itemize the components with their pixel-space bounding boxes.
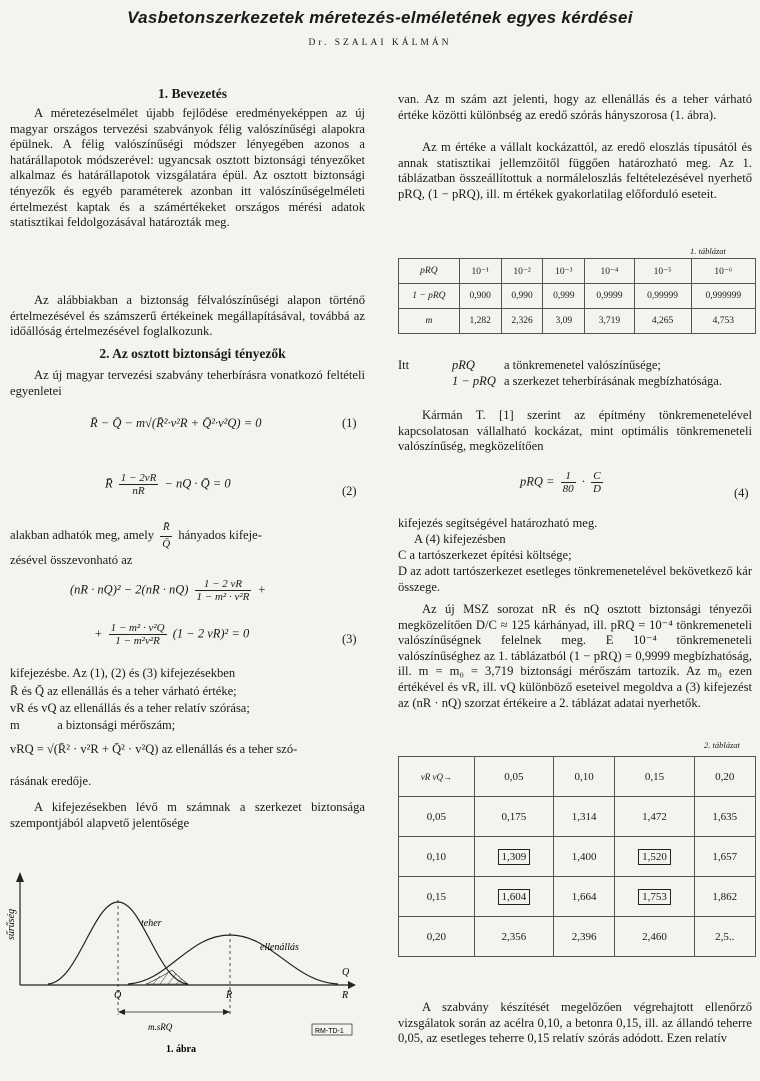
itt-label: Itt	[398, 358, 410, 372]
table-cell: 0,05	[474, 757, 553, 797]
table-row	[399, 877, 756, 917]
table-cell: 4,753	[691, 309, 755, 334]
table-cell	[474, 837, 553, 877]
y-axis-arrow	[16, 872, 24, 882]
table-cell: 1,400	[553, 837, 614, 877]
definition-2: vR és vQ az ellenállás és a teher relatív szórása;	[10, 701, 250, 715]
table-1-caption: 1. táblázat	[690, 246, 726, 256]
table-cell: vR vQ→	[399, 757, 475, 797]
table-cell: 0,175	[474, 797, 553, 837]
table-cell: 10⁻²	[501, 259, 543, 284]
right-paragraph-2: Az m értéke a vállalt kockázattól, az eredő eloszlás típusától és annak statisztikai jellemzőitől függően határozható meg. Az 1. táblázatban összeállítottuk a normáleloszlás feltételezésével nyerhető pRQ, (1 − pRQ), ill. m értékek gyakorlatilag előforduló eseteit.	[398, 140, 752, 201]
table-cell: 0,15	[615, 757, 694, 797]
mark-r: R̄	[226, 990, 233, 1001]
section-1-heading: 1. Bevezetés	[158, 86, 227, 101]
distance-label: m.sRQ	[148, 1022, 173, 1032]
table-cell: 0,990	[501, 284, 543, 309]
table-2-caption: 2. táblázat	[704, 740, 740, 750]
itt-text-2: a szerkezet teherbírásának megbízhatósága.	[504, 374, 722, 388]
intro-paragraph-2: Az alábbiakban a biztonság félvalószínűségi alapon történő értelmezésével és számszerű értékeinek megállapításával, továbbá az időállóság értelmezésével foglalkozunk.	[10, 293, 365, 339]
table-cell: 1,472	[615, 797, 694, 837]
definition-3: m a biztonsági mérőszám;	[10, 718, 176, 732]
equation-1-number: (1)	[342, 416, 357, 430]
table-cell: 10⁻⁴	[585, 259, 634, 284]
definition-1: R̄ és Q̄ az ellenállás és a teher várható értéke;	[10, 684, 237, 698]
table-2	[398, 756, 756, 957]
figure-1	[8, 840, 364, 1055]
table-cell: 2,460	[615, 917, 694, 957]
equation-3-number: (3)	[342, 632, 357, 646]
table-cell: 2,396	[553, 917, 614, 957]
table-cell	[615, 837, 694, 877]
table-cell: 0,900	[459, 284, 501, 309]
section-2-heading: 2. Az osztott biztonsági tényezők	[99, 346, 286, 361]
m-paragraph: A kifejezésekben lévő m számnak a szerkezet biztonsága szempontjából alapvető jelentősége	[10, 800, 365, 830]
table-cell: 1,635	[694, 797, 755, 837]
equation-2: R̄ $\frac{1 - 2vR}{nR}$ − nQ · Q̄ = 0	[105, 472, 231, 497]
table-cell: 0,10	[399, 837, 475, 877]
table-cell: 0,999999	[691, 284, 755, 309]
author: Dr. SZALAI KÁLMÁN	[308, 38, 452, 48]
x-label-r: R	[342, 990, 349, 1001]
table-cell: 1,862	[694, 877, 755, 917]
table-cell: pRQ	[399, 259, 460, 284]
definition-4-cont: rásának eredője.	[10, 774, 92, 788]
table-row	[399, 837, 756, 877]
x-axis-arrow	[348, 981, 356, 989]
stamp-text: RM-TD-1	[315, 1028, 344, 1035]
table-row	[399, 797, 756, 837]
section-2-paragraph: Az új magyar tervezési szabvány teherbírásra vonatkozó feltételi egyenletei	[10, 368, 365, 398]
curve-ellenallas-label: ellenállás	[260, 942, 299, 953]
table-row	[399, 309, 756, 334]
table-cell: 2,5..	[694, 917, 755, 957]
definitions-intro: kifejezésbe. Az (1), (2) és (3) kifejezésekben	[10, 666, 236, 680]
equation-4-number: (4)	[734, 486, 749, 500]
right-paragraph-3: Kármán T. [1] szerint az építmény tönkremenetelével kapcsolatosan vállalható kockázat, mint optimális tönkremeneteli valószínűség, megközelítően	[398, 408, 752, 454]
itt-symbol-2: 1 − pRQ	[452, 374, 496, 388]
table-row	[399, 259, 756, 284]
table-cell: 0,05	[399, 797, 475, 837]
right-paragraph-1: van. Az m szám azt jelenti, hogy az ellenállás és a teher várható értéke közötti különbség az eredő szórás hányszorosa (1. ábra).	[398, 92, 752, 122]
right-paragraph-4: kifejezés segítségével határozható meg.	[398, 516, 598, 530]
boxed-value: 1,604	[498, 889, 531, 905]
boxed-value: 1,309	[498, 849, 531, 865]
table-cell: 10⁻⁵	[634, 259, 691, 284]
table-cell: 1 − pRQ	[399, 284, 460, 309]
boxed-value: 1,520	[638, 849, 671, 865]
equation-2-number: (2)	[342, 484, 357, 498]
table-row	[399, 284, 756, 309]
table-cell: 0,15	[399, 877, 475, 917]
table-cell	[615, 877, 694, 917]
table-cell: 3,719	[585, 309, 634, 334]
intro-paragraph-1: A méretezéselmélet újabb fejlődése eredményeképpen az új magyar országos tervezési szabványok félig valószínűségi alapokra épülnek. A félig valószínűségi módszer lényegében azonos a határállapotok módszerével: ugyancsak osztott biztonsági tényezőket alkalmaz és határállapotok vizsgálatára épül. Az osztott biztonsági tényezők és egyéb paraméterek azonban itt valószínűségelméleti értelmezést kaptak és a számértékeket országos mérési adatok statisztikai feldolgozásával határozták meg.	[10, 106, 365, 230]
table-cell: 2,326	[501, 309, 543, 334]
mark-q: Q̄	[114, 990, 122, 1001]
table-cell: 0,9999	[585, 284, 634, 309]
table-row	[399, 917, 756, 957]
equation-3a: (nR · nQ)² − 2(nR · nQ) $\frac{1 - 2 vR}{\text{1 − m² · v²R}}$ +	[70, 578, 266, 603]
article-title: Vasbetonszerkezetek méretezés-elméletének egyes kérdései	[127, 8, 633, 27]
x-label-q: Q	[342, 967, 350, 978]
boxed-value: 1,753	[638, 889, 671, 905]
table-cell: 10⁻³	[543, 259, 585, 284]
list-item-3: D az adott tartószerkezet esetleges tönkremenetelével bekövetkező kár összege.	[398, 564, 752, 594]
table-1	[398, 258, 756, 334]
table-row	[399, 757, 756, 797]
table-cell: 1,282	[459, 309, 501, 334]
table-cell: m	[399, 309, 460, 334]
table-cell: 4,265	[634, 309, 691, 334]
table-cell: 0,20	[694, 757, 755, 797]
table-cell: 2,356	[474, 917, 553, 957]
table-cell: 1,664	[553, 877, 614, 917]
curve-teher-label: teher	[141, 918, 162, 929]
ratio-sentence: alakban adhatók meg, amely $\frac{R̄}{Q̄}$ hányados kifeje-	[10, 521, 262, 550]
equation-4: pRQ = $\frac{1}{80}$ · $\frac{C}{D}$	[520, 470, 601, 495]
table-cell: 0,10	[553, 757, 614, 797]
equation-1: R̄ − Q̄ − m√(R̄²·v²R + Q̄²·v²Q) = 0	[90, 416, 262, 430]
ratio-sentence-cont: zésével összevonható az	[10, 553, 133, 567]
table-cell: 1,657	[694, 837, 755, 877]
definition-4: vRQ = √(R̄² · v²R + Q̄² · v²Q) az ellenállás és a teher szó-	[10, 742, 298, 756]
table-cell: 0,999	[543, 284, 585, 309]
itt-text-1: a tönkremenetel valószínűsége;	[504, 358, 661, 372]
itt-symbol-1: pRQ	[452, 358, 475, 372]
right-paragraph-5: Az új MSZ sorozat nR és nQ osztott biztonsági tényezői megközelítően D/C ≈ 125 kárhányad, ill. pRQ = 10⁻⁴ tönkremeneteli valószínűségnek felelnek meg. E 10⁻⁴ tönkremeneteli valószínűséghez az 1. táblázatból (1 − pRQ) = 0,9999 megbízhatóság, ill. m = m₀ = 3,719 biztonsági mérőszám tartozik. Az m₀ ezen értékével és vR, ill. vQ különböző eseteivel megoldva a (3) kifejezést az (nR · nQ) szorzat értékeire a 2. táblázat adatai nyerhetők.	[398, 602, 752, 710]
equation-3b: + $\frac{\text{1 − m² · v²Q}}{\text{1 − m²v²R}}$ (1 − 2 vR)² = 0	[94, 622, 250, 647]
table-cell: 10⁻¹	[459, 259, 501, 284]
list-item-1: A (4) kifejezésben	[414, 532, 506, 546]
table-cell	[474, 877, 553, 917]
right-paragraph-6: A szabvány készítését megelőzően végrehajtott ellenőrző vizsgálatok során az acélra 0,10, a betonra 0,15, ill. az állandó teherre 0,05, az esetleges teherre 0,15 relatív szórás adódott. Ezen relatív	[398, 1000, 752, 1046]
y-label: sűrűség	[6, 908, 17, 940]
table-cell: 0,99999	[634, 284, 691, 309]
table-cell: 1,314	[553, 797, 614, 837]
list-item-2: C a tartószerkezet építési költsége;	[398, 548, 572, 562]
figure-caption: 1. ábra	[166, 1044, 196, 1055]
table-cell: 10⁻⁶	[691, 259, 755, 284]
table-cell: 0,20	[399, 917, 475, 957]
table-cell: 3,09	[543, 309, 585, 334]
